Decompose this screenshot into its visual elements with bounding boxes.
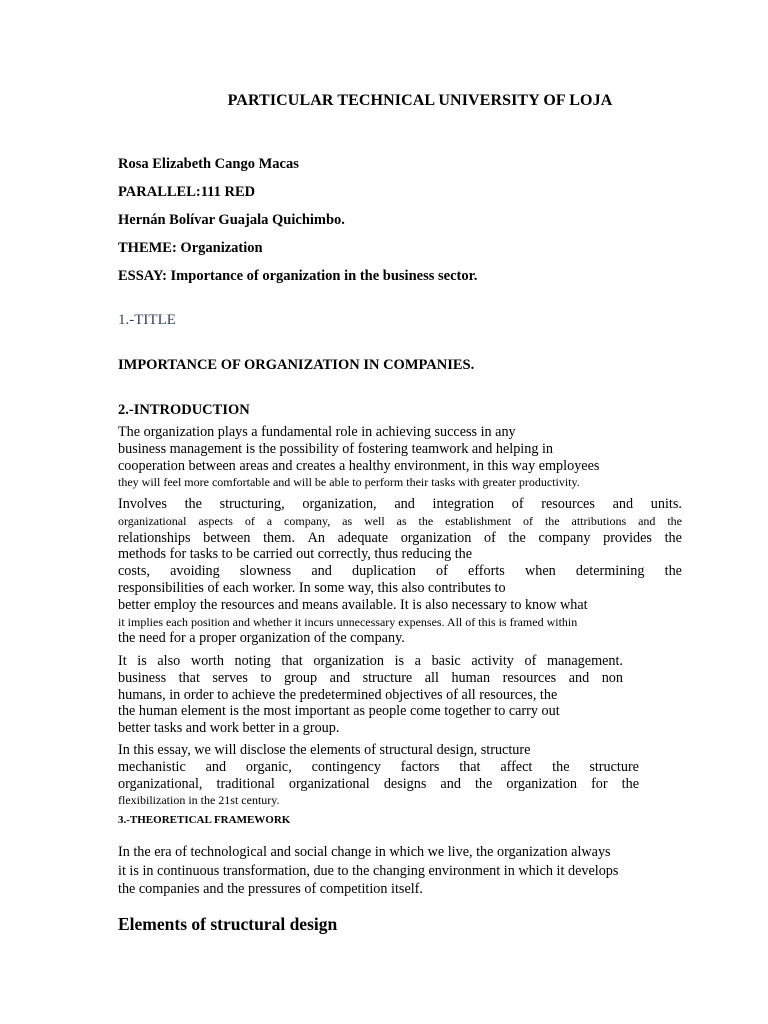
paragraph-line: they will feel more comfortable and will be able to perform their tasks with greater productivity. <box>118 475 580 490</box>
word: serves <box>212 669 248 686</box>
word: of <box>244 513 255 528</box>
word: the <box>667 513 682 528</box>
paragraph-line: flexibilization in the 21st century. <box>118 793 280 808</box>
word: duplication <box>352 563 416 580</box>
word: of <box>483 529 496 546</box>
word: of <box>524 653 537 669</box>
word: as <box>342 513 353 528</box>
paragraph-line: In the era of technological and social change in which we live, the organization always <box>118 844 611 860</box>
word: Involves <box>118 496 167 512</box>
paragraph-line: In this essay, we will disclose the elements of structural design, structure <box>118 742 531 758</box>
paragraph-line <box>118 496 682 513</box>
word: organizational, <box>118 775 203 792</box>
word: units. <box>650 496 682 512</box>
word: structure <box>362 669 413 686</box>
paragraph-line <box>118 530 682 547</box>
essay-title-text: IMPORTANCE OF ORGANIZATION IN COMPANIES. <box>118 357 475 373</box>
paragraph-line: it implies each position and whether it incurs unnecessary expenses. All of this is framed within <box>118 614 578 629</box>
word: also <box>157 653 181 669</box>
paragraph-line: The organization plays a fundamental role in achieving success in any <box>118 424 516 440</box>
word: determining <box>575 563 645 580</box>
word: aspects <box>198 513 233 528</box>
word: between <box>203 529 251 546</box>
paragraph-line: better tasks and work better in a group. <box>118 720 340 737</box>
word: relationships <box>118 529 191 546</box>
word: the <box>544 513 560 528</box>
word: An <box>307 529 325 546</box>
word: structuring, <box>219 496 285 512</box>
word: organization <box>506 775 578 792</box>
word: that <box>178 669 200 686</box>
word: all <box>424 669 439 686</box>
word: factors <box>400 758 440 775</box>
word: mechanistic <box>118 758 186 775</box>
author-name: Rosa Elizabeth Cango Macas <box>118 156 299 172</box>
word: and <box>311 563 332 580</box>
word: establishment <box>445 513 512 528</box>
word: and <box>329 669 351 686</box>
word: business <box>118 669 167 686</box>
theme-line: THEME: Organization <box>118 240 263 256</box>
word: the <box>474 775 493 792</box>
word: and <box>612 496 634 512</box>
word: of <box>511 496 524 512</box>
paragraph-line: humans, in order to achieve the predetermined objectives of all resources, the <box>118 686 558 703</box>
paragraph-line <box>118 653 623 670</box>
paragraph-line: better employ the resources and means available. It is also necessary to know what <box>118 596 588 613</box>
word: of <box>523 513 534 528</box>
word: contingency <box>311 758 381 775</box>
framework-paragraph-1 <box>118 843 658 899</box>
word: organization, <box>302 496 377 512</box>
word: a <box>266 513 273 528</box>
word: designs <box>383 775 427 792</box>
word: that <box>459 758 481 775</box>
paragraph-line <box>118 563 682 580</box>
word: them. <box>263 529 295 546</box>
word: and <box>440 775 461 792</box>
paragraph-line: responsibilities of each worker. In some way, this also contributes to <box>118 579 506 596</box>
intro-paragraph-1 <box>118 424 648 491</box>
word: adequate <box>337 529 389 546</box>
word: resources <box>502 669 557 686</box>
theoretical-framework-heading: 3.-THEORETICAL FRAMEWORK <box>118 814 291 826</box>
word: non <box>601 669 623 686</box>
word: avoiding <box>170 563 220 580</box>
word: and <box>205 758 227 775</box>
parallel-line: PARALLEL:111 RED <box>118 184 256 200</box>
teacher-name: Hernán Bolívar Guajala Quichimbo. <box>118 212 345 228</box>
word: that <box>281 653 303 669</box>
word: to <box>260 669 272 686</box>
word: a <box>414 653 421 669</box>
word: is <box>137 653 147 669</box>
paragraph-line: the companies and the pressures of competition itself. <box>118 881 423 897</box>
word: slowness <box>239 563 292 580</box>
word: is <box>394 653 405 669</box>
elements-structural-design-heading: Elements of structural design <box>118 914 338 934</box>
word: traditional <box>216 775 275 792</box>
word: structure <box>589 758 639 775</box>
word: resources <box>541 496 595 512</box>
word: It <box>118 653 127 669</box>
paragraph-line: methods for tasks to be carried out correctly, thus reducing the <box>118 546 473 563</box>
word: for <box>591 775 608 792</box>
paragraph-line <box>118 513 682 530</box>
word: the <box>552 758 570 775</box>
word: the <box>508 529 526 546</box>
paragraph-line: the need for a proper organization of the company. <box>118 630 405 647</box>
word: efforts <box>468 563 505 580</box>
word: organization <box>313 653 384 669</box>
word: management. <box>546 653 623 669</box>
paragraph-line: business management is the possibility of fostering teamwork and helping in <box>118 440 554 457</box>
word: basic <box>431 653 461 669</box>
word: organization <box>400 529 472 546</box>
word: provides <box>603 529 652 546</box>
word: organizational <box>118 513 187 528</box>
word: and <box>568 669 590 686</box>
paragraph-line: it is in continuous transformation, due to the changing environment in which it develops <box>118 862 619 879</box>
word: worth <box>190 653 224 669</box>
word: the <box>664 563 682 580</box>
essay-line: ESSAY: Importance of organization in the business sector. <box>118 268 478 284</box>
word: the <box>418 513 434 528</box>
paragraph-line <box>118 776 639 793</box>
word: group <box>283 669 318 686</box>
paragraph-line <box>118 670 623 687</box>
word: costs, <box>118 563 150 580</box>
word: company <box>538 529 591 546</box>
word: noting <box>234 653 271 669</box>
word: activity <box>471 653 514 669</box>
word: of <box>436 563 448 580</box>
word: human <box>451 669 491 686</box>
word: attributions <box>571 513 627 528</box>
word: organic, <box>245 758 292 775</box>
word: well <box>364 513 385 528</box>
word: affect <box>500 758 533 775</box>
introduction-heading: 2.-INTRODUCTION <box>118 402 250 418</box>
paragraph-line: cooperation between areas and creates a healthy environment, in this way employees <box>118 457 600 474</box>
university-title: PARTICULAR TECHNICAL UNIVERSITY OF LOJA <box>227 92 613 109</box>
intro-paragraph-3 <box>118 653 623 737</box>
paragraph-line: the human element is the most important as people come together to carry out <box>118 703 560 720</box>
word: as <box>396 513 407 528</box>
word: company, <box>284 513 331 528</box>
section-title-heading: 1.-TITLE <box>118 312 176 328</box>
intro-paragraph-2 <box>118 496 682 647</box>
word: and <box>394 496 415 512</box>
word: organizational <box>288 775 370 792</box>
word: the <box>184 496 202 512</box>
word: the <box>621 775 639 792</box>
word: when <box>524 563 556 580</box>
paragraph-line <box>118 759 639 776</box>
word: integration <box>432 496 494 512</box>
word: the <box>664 529 682 546</box>
word: and <box>638 513 656 528</box>
intro-paragraph-4 <box>118 742 639 809</box>
